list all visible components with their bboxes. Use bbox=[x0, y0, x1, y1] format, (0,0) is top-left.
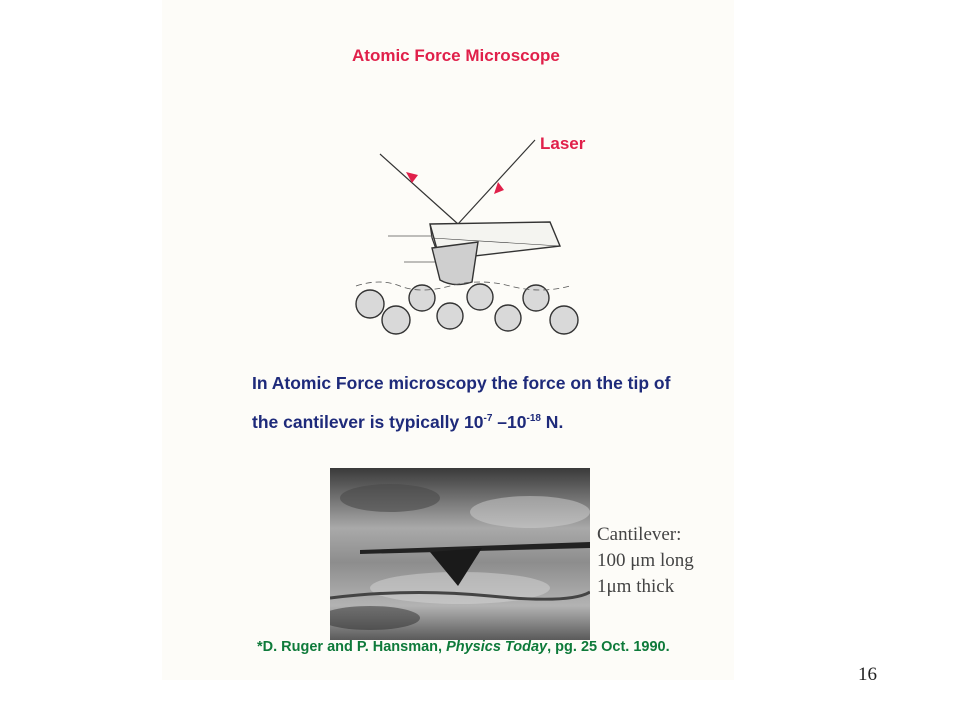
caption-line-3: 1μm thick bbox=[597, 576, 675, 597]
cantilever-micrograph bbox=[330, 468, 590, 640]
citation: *D. Ruger and P. Hansman, Physics Today, pg. 25 Oct. 1990. bbox=[257, 639, 670, 655]
caption-line-2: 100 μm long bbox=[597, 550, 694, 571]
laser-label: Laser bbox=[540, 134, 586, 153]
arrow-out-icon bbox=[406, 172, 418, 183]
slide-title: Atomic Force Microscope bbox=[352, 46, 560, 65]
body-text-line-2: the cantilever is typically $10^{-7}$ $-10^{-18}$ N. bbox=[252, 412, 564, 432]
body-text-line-1: In Atomic Force microscopy the force on the tip of bbox=[252, 373, 671, 393]
afm-diagram bbox=[340, 120, 590, 350]
caption-line-1: Cantilever: bbox=[597, 524, 682, 545]
page-number: 16 bbox=[858, 664, 877, 685]
